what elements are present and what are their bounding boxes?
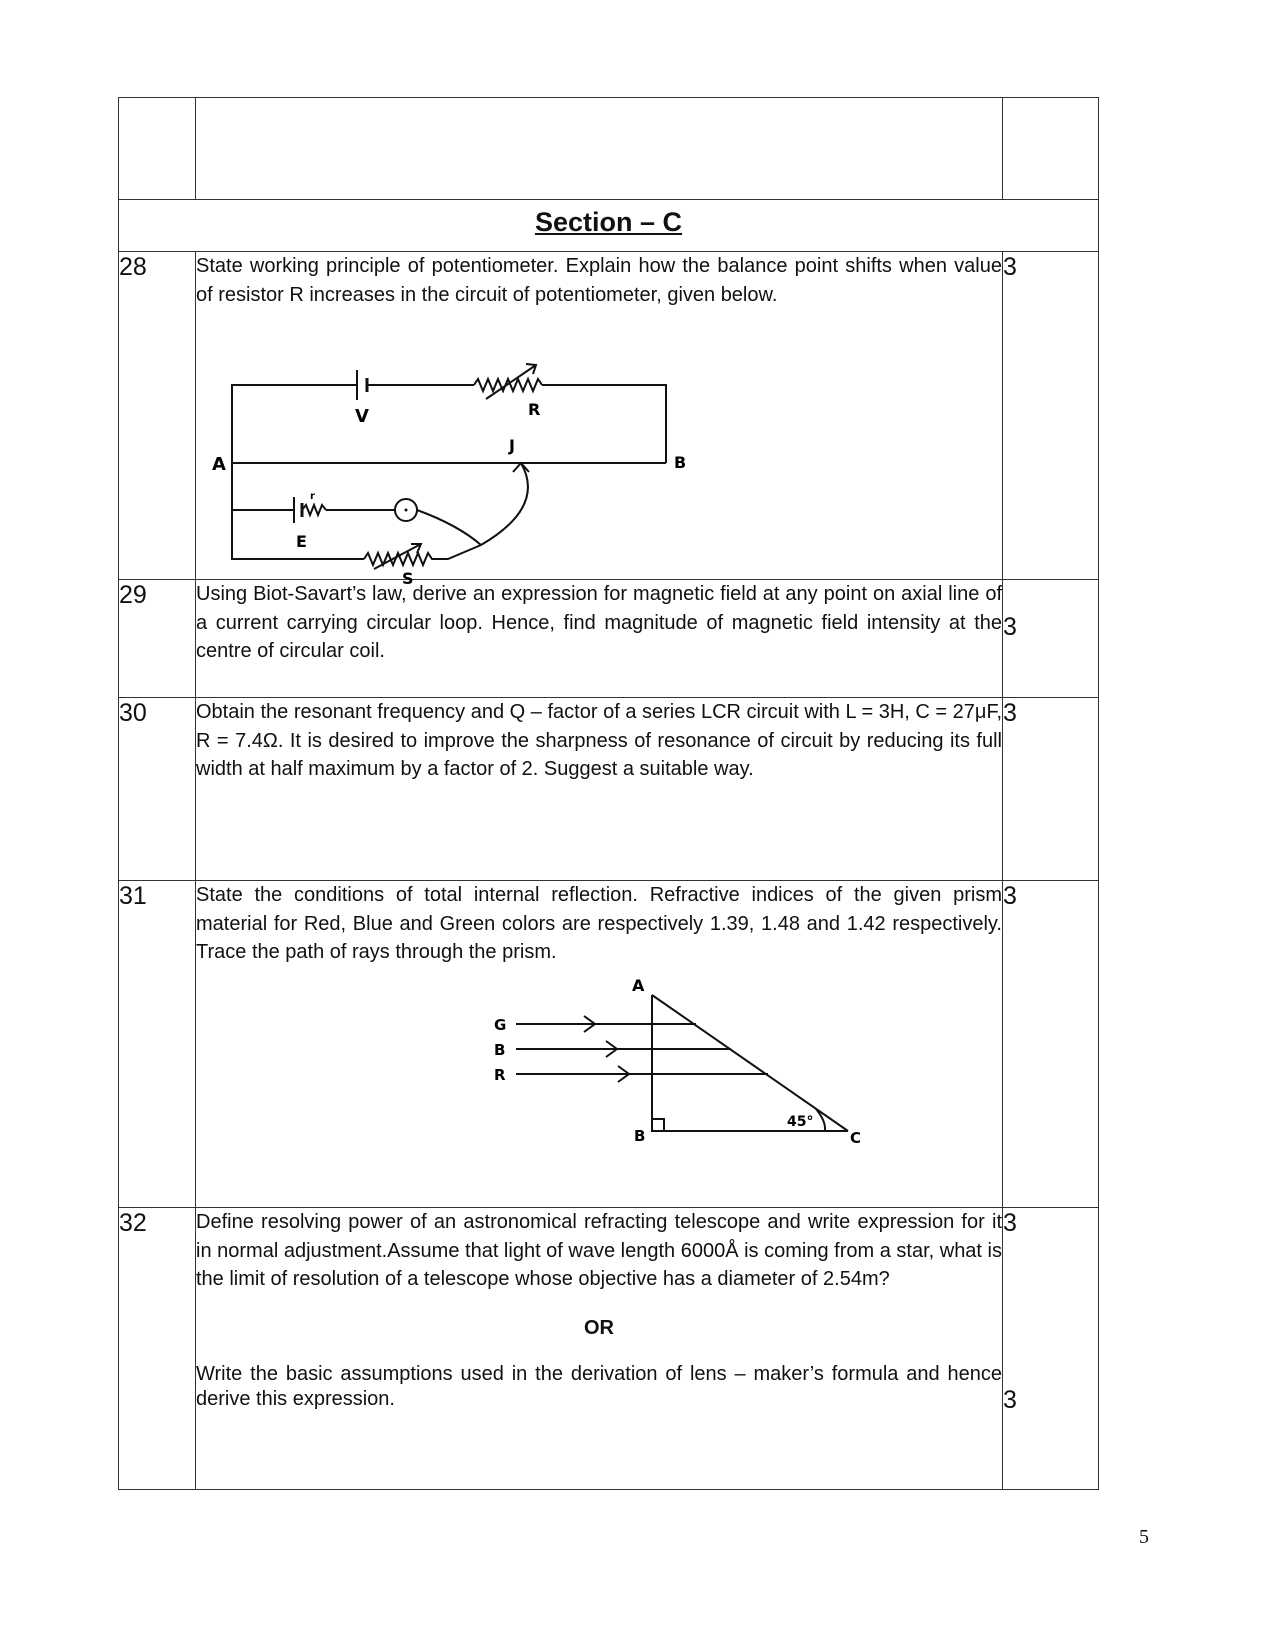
question-row (119, 252, 1099, 580)
wire-lower-left (232, 463, 294, 510)
label-ray-B: B (494, 1040, 506, 1059)
label-vertex-B: B (634, 1126, 646, 1145)
label-ray-R: R (494, 1065, 506, 1084)
question-cell (196, 252, 1003, 588)
label-B: B (674, 453, 687, 472)
prism-face-AC (652, 995, 848, 1131)
question-marks: 3 (1003, 698, 1099, 881)
question-text: Obtain the resonant frequency and Q – factor of a series LCR circuit with L = 3H, C = 27μF, R = 7.4Ω. It is desired to improve the sharpness of resonance of circuit by reducing its full width at half maximum by a factor of 2. Suggest a suitable way. (196, 701, 1002, 780)
question-cell (196, 698, 1003, 881)
page-number: 5 (1139, 1526, 1149, 1548)
label-r: r (310, 491, 315, 502)
question-marks: 3 (1003, 1209, 1017, 1237)
blank-cell (1003, 98, 1099, 200)
question-text: State the conditions of total internal reflection. Refractive indices of the given prism material for Red, Blue and Green colors are respectively 1.39, 1.48 and 1.42 respectively. Trace the path of rays through the prism. (196, 884, 1002, 963)
question-cell (196, 1208, 1003, 1490)
jockey-wire (481, 463, 528, 545)
prism-ray-diagram (486, 973, 916, 1148)
question-number: 28 (119, 252, 196, 580)
rheostat-S-zigzag (364, 545, 481, 565)
label-J: J (509, 436, 515, 455)
question-text: Define resolving power of an astronomical refracting telescope and write expression for it in normal adjustment.Assume that light of wave length 6000Å is coming from a star, what is the limit of resolution of a telescope whose objective has a diameter of 2.54m? (196, 1211, 1002, 1290)
question-row (119, 580, 1099, 698)
label-vertex-C: C (850, 1128, 862, 1147)
alternative-question-marks: 3 (1003, 1386, 1017, 1414)
label-S: S (402, 569, 414, 588)
label-E: E (296, 532, 307, 551)
section-row (119, 200, 1099, 252)
question-row (119, 881, 1099, 1208)
alternative-question-text: Write the basic assumptions used in the derivation of lens – maker’s formula and hence derive this expression. (196, 1363, 1002, 1410)
label-R: R (528, 400, 541, 419)
blank-cell (196, 98, 1003, 200)
jockey-arrowhead-J (513, 463, 529, 472)
wire-top-right (542, 385, 666, 463)
galvanometer-dot (405, 509, 408, 512)
question-marks: 3 (1003, 881, 1099, 1208)
question-number: 30 (119, 698, 196, 881)
or-label: OR (584, 1316, 614, 1339)
label-A: A (212, 454, 226, 475)
section-title: Section – C (534, 207, 683, 237)
internal-resistance-r (302, 505, 326, 515)
question-marks: 3 (1003, 580, 1099, 698)
wire-top-left (232, 385, 357, 463)
right-angle-marker (652, 1119, 664, 1131)
question-row (119, 698, 1099, 881)
blank-cell (119, 98, 196, 200)
section-header-cell (119, 200, 1099, 252)
label-ray-G: G (494, 1015, 507, 1034)
question-cell (196, 881, 1003, 1208)
question-text: Using Biot-Savart’s law, derive an expression for magnetic field at any point on axial line of a current carrying circular loop. Hence, find magnitude of magnetic field intensity at the centre of circular coil. (196, 583, 1002, 662)
question-number: 29 (119, 580, 196, 698)
question-number: 31 (119, 881, 196, 1208)
potentiometer-circuit-diagram (196, 337, 716, 588)
label-angle: 45° (787, 1113, 814, 1130)
label-vertex-A: A (632, 975, 645, 995)
label-V: V (355, 406, 369, 427)
question-marks: 3 (1003, 252, 1099, 580)
exam-question-table (118, 97, 1099, 1490)
wire-galvanometer-to-jockey (417, 510, 481, 545)
blank-row (119, 98, 1099, 200)
question-number: 32 (119, 1208, 196, 1490)
question-row (119, 1208, 1099, 1490)
question-text: State working principle of potentiometer. Explain how the balance point shifts when value of resistor R increases in the circuit of potentiometer, given below. (196, 255, 1002, 306)
question-marks-cell (1003, 1208, 1099, 1490)
question-cell (196, 580, 1003, 698)
